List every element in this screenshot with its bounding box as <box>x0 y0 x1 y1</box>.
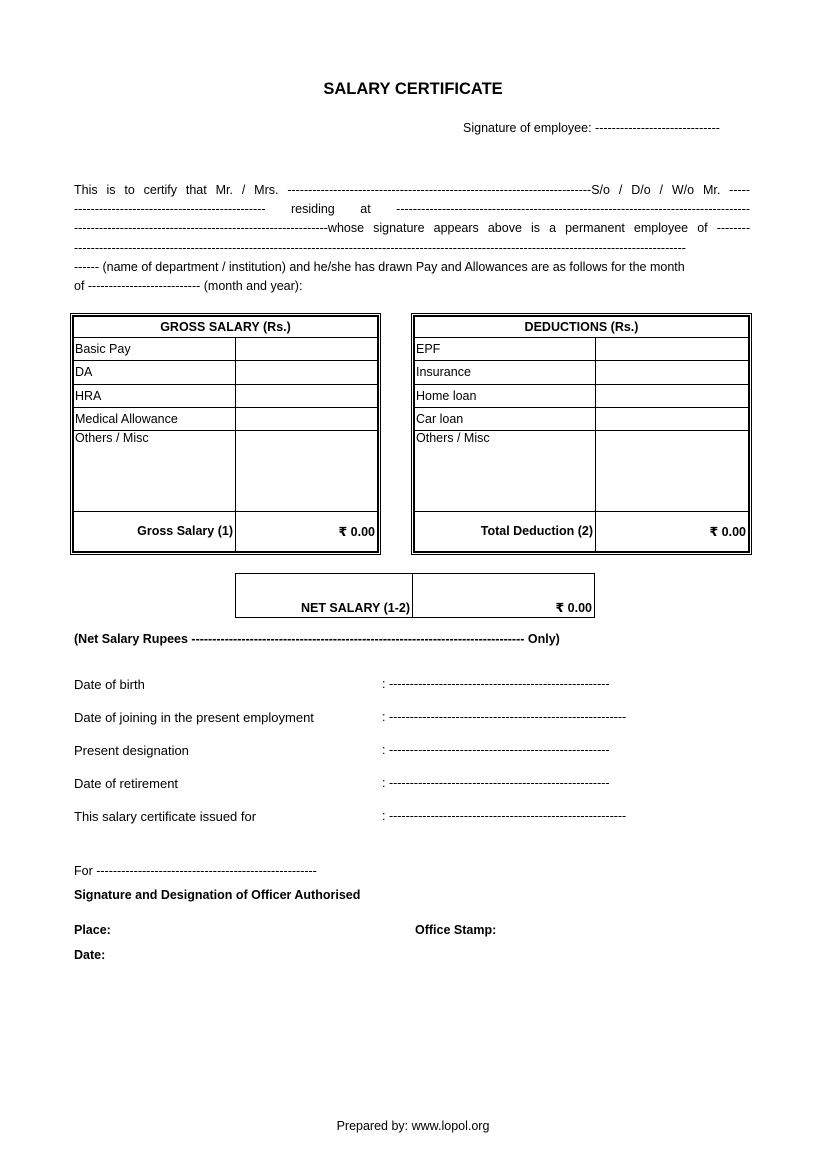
certify-line: This is to certify that Mr. / Mrs. -------------------------------------------------------------------------S/o / D/o / W/o Mr. ----- <box>74 183 750 197</box>
document-title: SALARY CERTIFICATE <box>323 80 503 98</box>
gross-row-label: Basic Pay <box>74 338 236 361</box>
net-salary-rupees-line: (Net Salary Rupees -------------------------------------------------------------------------------- Only) <box>74 632 560 646</box>
certify-line: ------ (name of department / institution) and he/she has drawn Pay and Allowances are as follows for the month <box>74 259 685 274</box>
date-of-retirement-label: Date of retirement <box>74 776 179 791</box>
date-of-joining-label: Date of joining in the present employment <box>74 710 314 725</box>
deduction-row-label: Car loan <box>415 407 596 430</box>
gross-row-label: HRA <box>74 384 236 407</box>
gross-row-amount[interactable] <box>236 384 378 407</box>
gross-row-label: Medical Allowance <box>74 407 236 430</box>
net-salary-value: ₹ 0.00 <box>555 601 592 615</box>
date-of-joining-field[interactable]: : --------------------------------------------------------- <box>382 710 627 724</box>
deduction-row-label: Insurance <box>415 361 596 384</box>
deduction-row-label: EPF <box>415 338 596 361</box>
deduction-row-amount[interactable] <box>596 407 749 430</box>
gross-row-amount[interactable] <box>236 430 378 511</box>
footer-prepared-by: Prepared by: www.lopol.org <box>336 1119 490 1133</box>
for-line: For ----------------------------------------------------- <box>74 864 317 878</box>
total-deduction-value: ₹ 0.00 <box>596 511 749 551</box>
gross-salary-header: GROSS SALARY (Rs.) <box>74 317 378 338</box>
gross-salary-table <box>70 313 381 555</box>
certify-line: --------------------------------------------------------------------------------------------------------------------------------------------------- <box>74 240 686 255</box>
gross-row-amount[interactable] <box>236 361 378 384</box>
gross-row-amount[interactable] <box>236 338 378 361</box>
deduction-row-amount[interactable] <box>596 361 749 384</box>
deduction-row-amount[interactable] <box>596 430 749 511</box>
date-of-retirement-field[interactable]: : ----------------------------------------------------- <box>382 776 610 790</box>
deduction-row-amount[interactable] <box>596 384 749 407</box>
certification-paragraph <box>74 181 750 296</box>
gross-salary-total-label: Gross Salary (1) <box>74 511 236 551</box>
place-label: Place: <box>74 923 111 937</box>
issued-for-label: This salary certificate issued for <box>74 809 257 824</box>
certify-line: of --------------------------- (month and year): <box>74 278 303 293</box>
total-deduction-label: Total Deduction (2) <box>415 511 596 551</box>
present-designation-field[interactable]: : ----------------------------------------------------- <box>382 743 610 757</box>
deduction-row-label: Home loan <box>415 384 596 407</box>
employee-signature-line: Signature of employee: ------------------------------ <box>463 121 720 135</box>
gross-row-label: Others / Misc <box>74 430 236 511</box>
gross-row-amount[interactable] <box>236 407 378 430</box>
net-salary-box <box>235 573 595 618</box>
deduction-row-label: Others / Misc <box>415 430 596 511</box>
date-of-birth-field[interactable]: : ----------------------------------------------------- <box>382 677 610 691</box>
deduction-row-amount[interactable] <box>596 338 749 361</box>
issued-for-field[interactable]: : --------------------------------------------------------- <box>382 809 627 823</box>
deductions-table <box>411 313 752 555</box>
deductions-header: DEDUCTIONS (Rs.) <box>415 317 749 338</box>
present-designation-label: Present designation <box>74 743 189 758</box>
gross-row-label: DA <box>74 361 236 384</box>
officer-signature-label: Signature and Designation of Officer Authorised <box>74 888 361 902</box>
date-label: Date: <box>74 948 106 962</box>
certify-line: ---------------------------------------------- residing at ------------------------------------------------------------------------------------- <box>74 202 750 217</box>
net-salary-label: NET SALARY (1-2) <box>236 574 413 617</box>
office-stamp-label: Office Stamp: <box>415 923 497 937</box>
gross-salary-total-value: ₹ 0.00 <box>236 511 378 551</box>
date-of-birth-label: Date of birth <box>74 677 145 692</box>
certify-line: -------------------------------------------------------------whose signature appears above is a permanent employee of -------- <box>74 221 750 236</box>
